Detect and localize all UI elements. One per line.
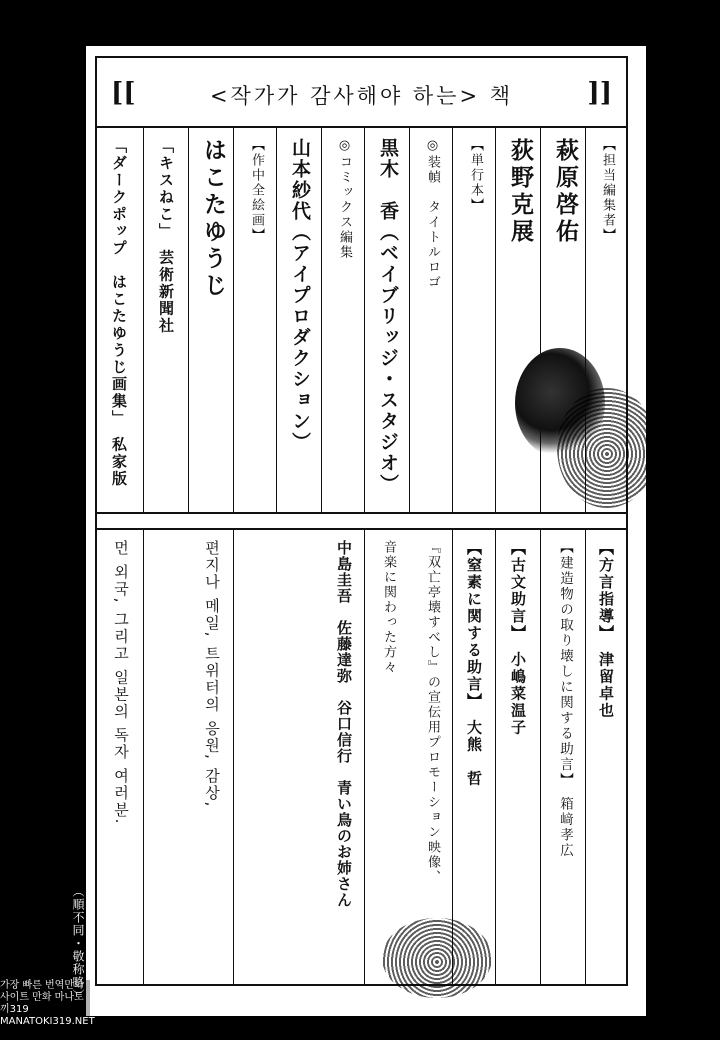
col-editor-name-2 <box>495 128 540 512</box>
title-bracket-left: [[ <box>111 78 136 108</box>
col-kor-letters <box>143 530 233 986</box>
col-classics <box>495 530 540 986</box>
col-darkpop <box>97 128 143 512</box>
kor-readers: 먼 외국, 그리고 일본의 독자 여러분. <box>112 540 130 826</box>
promo: 『双亡亭壊すべし』の宣伝用プロモーション映像、 <box>425 540 440 885</box>
credits-frame <box>95 56 628 986</box>
title-bracket-right: ]] <box>587 78 612 108</box>
nitrogen: 【窒素に関する助言】 大熊 哲 <box>465 540 483 788</box>
col-musicians <box>233 530 364 986</box>
artwork-role: 【作中全絵画】 <box>249 138 264 243</box>
col-artwork-name <box>188 128 233 512</box>
musicians: 中島圭吾 佐藤達弥 谷口信行 青い鳥のお姉さん <box>335 540 353 908</box>
col-demolition <box>540 530 585 986</box>
title-band <box>97 58 626 128</box>
col-book-role <box>452 128 495 512</box>
design-role: ◎装幀 タイトルロゴ <box>425 138 440 290</box>
music: 音楽に関わった方々 <box>381 540 396 675</box>
fingerprint-mark <box>557 388 657 508</box>
comics-role: ◎コミックス編集 <box>337 138 352 260</box>
kor-letters: 편지나 메일, 트위터의 응원, 감상, <box>203 540 221 809</box>
book-role: 【単行本】 <box>468 138 483 213</box>
editor-name-2: 荻野克展 <box>507 138 534 246</box>
classics: 【古文助言】 小嶋菜温子 <box>509 540 527 737</box>
demolition: 【建造物の取り壊しに関する助言】 箱﨑孝広 <box>557 540 573 859</box>
watermark-text: 가장 빠른 번역만화사이트 만화 마나토끼319 MANATOKI319.NET <box>0 980 95 1027</box>
page-title: <작가가 감사해야 하는> 책 <box>209 84 514 108</box>
col-artwork-role <box>233 128 276 512</box>
order-note: （順不同・敬称略） <box>71 885 85 1002</box>
col-nitrogen <box>452 530 495 986</box>
fingerprint-mark-bottom <box>382 918 492 998</box>
col-design-name <box>364 128 409 512</box>
lower-credits <box>97 530 626 986</box>
dialect: 【方言指導】 津留卓也 <box>597 540 615 720</box>
comics-name: 山本紗代（アイプロダクション） <box>289 138 311 453</box>
kissneko: 「キスねこ」 芸術新聞社 <box>157 138 175 335</box>
col-comics-role <box>321 128 364 512</box>
col-kor-readers <box>97 530 143 986</box>
design-name: 黒木 香（ベイブリッジ・スタジオ） <box>377 138 399 495</box>
section-divider <box>97 512 626 530</box>
credits-sheet <box>86 46 646 1016</box>
artwork-name: はこたゆうじ <box>200 138 227 300</box>
col-comics-name <box>276 128 321 512</box>
editor-name-1: 萩原啓佑 <box>552 138 579 246</box>
editor-role: 【担当編集者】 <box>600 138 615 243</box>
darkpop: 「ダークポップ はこたゆうじ画集」 私家版 <box>110 138 128 488</box>
col-dialect <box>585 530 626 986</box>
col-kissneko <box>143 128 188 512</box>
col-design-role <box>409 128 452 512</box>
